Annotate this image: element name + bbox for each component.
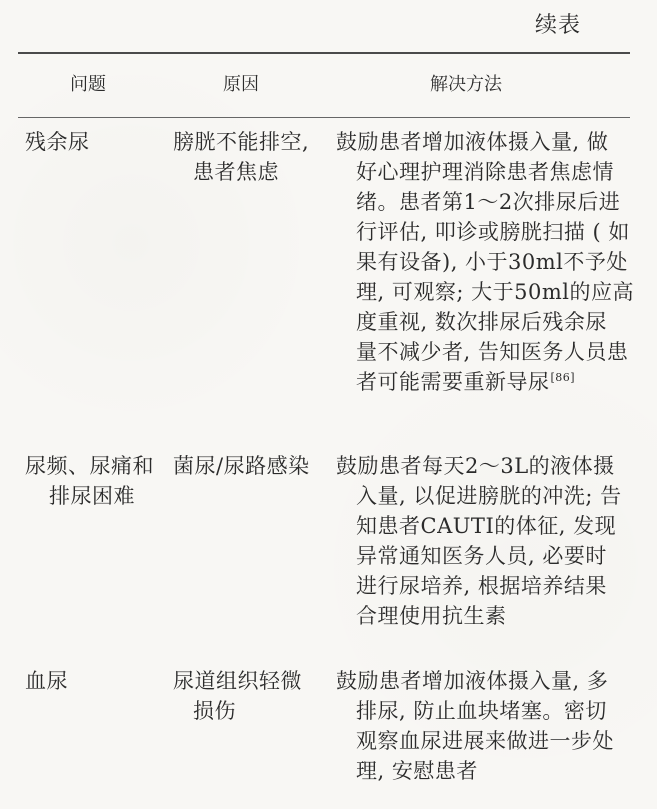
row-1-solution-last-line <box>336 367 634 397</box>
row-1-solution-line: 鼓励患者增加液体摄入量, 做 <box>336 130 609 154</box>
row-3-problem <box>25 666 68 696</box>
row-3-solution-line: 鼓励患者增加液体摄入量, 多 <box>336 669 609 693</box>
row-2-solution <box>336 451 622 631</box>
row-1-solution-line: 果有设备), 小于30ml不予处 <box>356 250 628 274</box>
row-1-solution-line: 量不减少者, 告知医务人员患 <box>356 340 629 364</box>
row-2-solution-line: 合理使用抗生素 <box>356 604 507 628</box>
row-3-solution-line: 理, 安慰患者 <box>356 759 478 783</box>
row-1-solution-line: 绪。患者第1～2次排尿后进 <box>356 190 621 214</box>
row-3-cause <box>173 666 302 726</box>
row-1-solution-line: 理, 可观察; 大于50ml的应高 <box>356 280 634 304</box>
row-2-problem-line: 排尿困难 <box>49 484 135 508</box>
row-1-cause-line: 膀胱不能排空, <box>173 130 310 154</box>
row-3-solution-line: 观察血尿进展来做进一步处 <box>356 729 614 753</box>
row-1-solution-line: 好心理护理消除患者焦虑情 <box>356 160 614 184</box>
row-2-solution-line: 鼓励患者每天2～3L的液体摄 <box>336 454 615 478</box>
row-3-solution-line: 排尿, 防止血块堵塞。密切 <box>356 699 607 723</box>
header-solution: 解决方法 <box>430 74 502 95</box>
row-2-solution-line: 知患者CAUTI的体征, 发现 <box>356 514 617 538</box>
row-2-cause <box>173 451 310 481</box>
citation-superscript: [86] <box>550 371 576 384</box>
continued-table-label: 续表 <box>535 13 582 38</box>
row-3-cause-line: 损伤 <box>193 699 236 723</box>
row-3-problem-line: 血尿 <box>25 669 68 693</box>
row-1-cause <box>173 127 309 187</box>
row-2-solution-line: 异常通知医务人员, 必要时 <box>356 544 607 568</box>
header-cause: 原因 <box>223 74 259 95</box>
row-3-cause-line: 尿道组织轻微 <box>173 669 302 693</box>
row-1-solution <box>336 127 634 397</box>
table-top-rule <box>18 52 630 54</box>
header-problem: 问题 <box>70 74 106 95</box>
row-2-problem-line: 尿频、尿痛和 <box>25 454 154 478</box>
row-1-solution-line: 行评估, 叩诊或膀胱扫描 ( 如 <box>356 220 630 244</box>
row-1-cause-line: 患者焦虑 <box>193 160 279 184</box>
row-1-solution-last-text: 者可能需要重新导尿 <box>356 370 550 394</box>
row-2-solution-line: 进行尿培养, 根据培养结果 <box>356 574 607 598</box>
row-1-problem <box>25 127 90 157</box>
row-2-problem <box>25 451 154 511</box>
row-1-solution-line: 度重视, 数次排尿后残余尿 <box>356 310 607 334</box>
row-3-solution <box>336 666 614 786</box>
row-2-solution-line: 入量, 以促进膀胱的冲洗; 告 <box>356 484 622 508</box>
row-2-cause-line: 菌尿/尿路感染 <box>173 454 310 478</box>
row-1-problem-line: 残余尿 <box>25 130 90 154</box>
table-header-rule <box>18 117 630 118</box>
